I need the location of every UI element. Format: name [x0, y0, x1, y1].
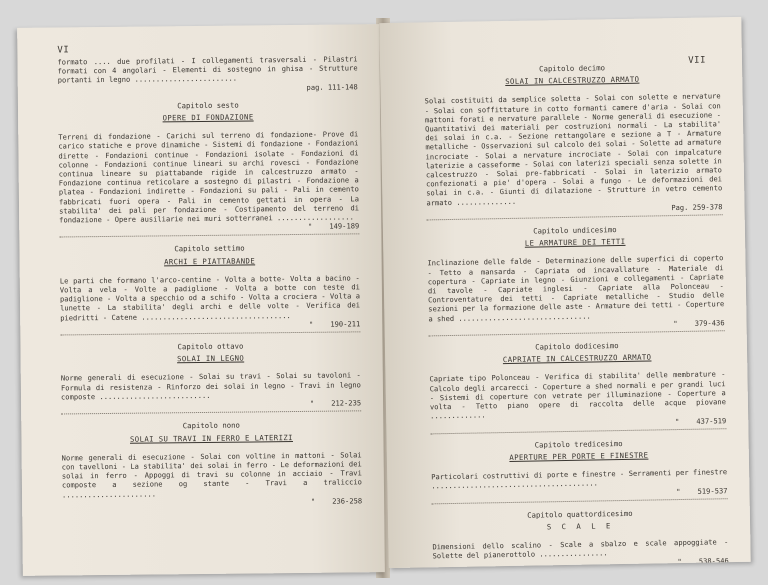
chapter-pages: " 538-546	[677, 555, 729, 566]
chapter-label: Capitolo quattordicesimo	[527, 508, 633, 520]
toc-entry-pages: pag. 111-148	[306, 81, 358, 92]
toc-chapter-14	[432, 507, 729, 568]
chapter-title: S C A L E	[546, 521, 614, 532]
left-page	[17, 24, 385, 576]
chapter-title: SOLAI SU TRAVI IN FERRO E LATERIZI	[129, 432, 293, 444]
toc-chapter-11	[427, 223, 725, 336]
chapter-pages: " 149-189	[307, 221, 360, 232]
chapter-title: CAPRIATE IN CALCESTRUZZO ARMATO	[502, 352, 652, 365]
chapter-title: SOLAI IN LEGNO	[177, 353, 245, 364]
toc-chapter-13	[431, 437, 728, 504]
chapter-text: Inclinazione delle falde - Determinazione delle superfici di coperto - Tetto a mansarda - Capriata od incavallature - Materiale di copertura - Capriate in legno - Giunzioni e collegamenti - Capriate di tavole - Capriate inglesi - Capriate alla Polonceau - Controventature dei tetti - Capriate metalliche - Studio delle sezioni per la formazione delle aste - Armature dei tetti - Coperture a shed ...............................	[427, 253, 725, 324]
toc-chapter-7	[59, 243, 360, 336]
chapter-text: Capriate tipo Polonceau - Verifica di stabilita' delle membrature - Calcolo degli arcarecci - Coperture a shed normali e per grandi luci - Sistemi di coperture con vetrate per illuminazione - Coperture a volta - Tetto piano opere di raccolta delle acque piovane .............	[429, 369, 727, 421]
chapter-text: Norme generali di esecuzione - Solai su travi - Solai su tavoloni - Formula di resistenza - Rinforzo dei solai in legno - Travi in legno composte ..........................	[60, 370, 361, 402]
toc-chapter-8	[60, 340, 361, 414]
toc-chapter-6	[58, 99, 359, 238]
chapter-pages: " 437-519	[674, 415, 727, 426]
chapter-title: SOLAI IN CALCESTRUZZO ARMATO	[505, 74, 640, 87]
right-page-content	[424, 57, 729, 568]
chapter-label: Capitolo dodicesimo	[535, 341, 619, 352]
chapter-pages: " 519-537	[676, 485, 728, 496]
chapter-label: Capitolo sesto	[177, 100, 239, 111]
chapter-title: OPERE DI FONDAZIONE	[162, 112, 254, 123]
chapter-text: Norme generali di esecuzione - Solai con voltine in mattoni - Solai con tavelloni - La stabilita' dei solai in ferro - Le deformazioni dei solai in ferro - Appoggi di travi su colonne in acciaio - Travi composte a sezione og stante - Travi a traliccio ......................	[61, 450, 362, 499]
right-page	[379, 17, 750, 568]
chapter-pages: " 190-211	[308, 319, 361, 329]
chapter-text: Particolari costruttivi di porte e finestre - Serramenti per finestre .......................................	[431, 467, 728, 491]
chapter-title: LE ARMATURE DEI TETTI	[524, 237, 626, 248]
chapter-pages: Pag. 259-378	[671, 202, 723, 212]
chapter-text: Terreni di fondazione - Carichi sul terreno di fondazione- Prove di carico statiche e prove dinamiche - Sistemi di fondazione - Fondazioni dirette - Fondazioni continue - Fondazioni isolate - Fondazioni di colonne - Fondazioni continue lineari su archi rovesci - Fondazione continua lineare su piattabande rigide in calcestruzzo armato - Fondazione continua reticolare a sostegno di pilastri - Fondazione a platea - Fondazioni indirette - Fondazioni su pali - Pali in cemento fabbricati fuori opera - Pali in cemento gettati in opera - La stabilita' dei pali per fondazione - Costipamento del terreno di fondazione - Opere ausiliarie nei muri sotterranei ..................	[58, 129, 360, 225]
toc-entry-text: formato .... due profilati - I collegamenti trasversali - Pilastri formati con 4 angolari - Elementi di sostegno in ghisa - Strutture portanti in legno ........................	[57, 54, 358, 85]
chapter-label: Capitolo nono	[182, 420, 240, 431]
chapter-label: Capitolo settimo	[174, 243, 245, 254]
chapter-pages: " 236-258	[310, 496, 363, 506]
divider	[60, 330, 360, 335]
chapter-text: Solai costituiti da semplice soletta - Solai con solette e nervature - Solai con soffittature in cotto formanti camere d'aria - Solai con mattoni forati e nervature parallele - Norme generali di esecuzione - Quantitativi dei materiali per costruzioni normali - La stabilita' dei solai in c.a. - Sezione rettangolare e sezione a T - Armature metalliche - Osservazioni sul calcolo dei solai - Solette ad armature incrociate - Solai a nervature incrociate - Solai con impalcature laterizie a casseforme - Solai con laterizi speciali senza solette in calcestruzzo - Solai pre-fabbricati - Solai in laterizio armato confezionati a pie' d'opera - Solai a fungo - Le deformazioni dei solai in c.a. - Giunti di dilatazione - Strutture in vetro cemento armato ..............	[424, 91, 723, 208]
divider	[61, 410, 361, 415]
chapter-text: Le parti che formano l'arco-centine - Volta a botte- Volta a bacino - Volta a vela - Volte a padiglione - Volta a botte con teste di padiglione - Volta a specchio od a schifo - Volta a crociera - Volta a lunette - La stabilita' degli archi e delle volte - Verifica dei piedritti - Catene ...................................	[59, 273, 361, 323]
chapter-label: Capitolo tredicesimo	[534, 438, 623, 450]
chapter-pages: " 379-436	[673, 318, 725, 328]
toc-chapter-9	[61, 420, 362, 509]
page-number-right: VII	[688, 55, 707, 66]
toc-chapter-12	[429, 339, 727, 434]
left-page-content	[57, 54, 362, 516]
toc-entry-intro	[57, 54, 357, 94]
chapter-label: Capitolo undicesimo	[533, 225, 617, 236]
chapter-label: Capitolo ottavo	[177, 341, 244, 352]
chapter-title: ARCHI E PIATTABANDE	[164, 256, 256, 267]
toc-chapter-10	[424, 61, 723, 220]
page-number-left: VI	[57, 45, 70, 56]
chapter-title: APERTURE PER PORTE E FINESTRE	[509, 450, 649, 462]
chapter-label: Capitolo decimo	[539, 63, 606, 74]
chapter-text: Dimensioni dello scalino - Scale a sbalzo e scale appoggiate - Solette del pianerottolo ................	[432, 537, 729, 561]
divider	[59, 233, 359, 238]
chapter-pages: " 212-235	[309, 398, 362, 408]
